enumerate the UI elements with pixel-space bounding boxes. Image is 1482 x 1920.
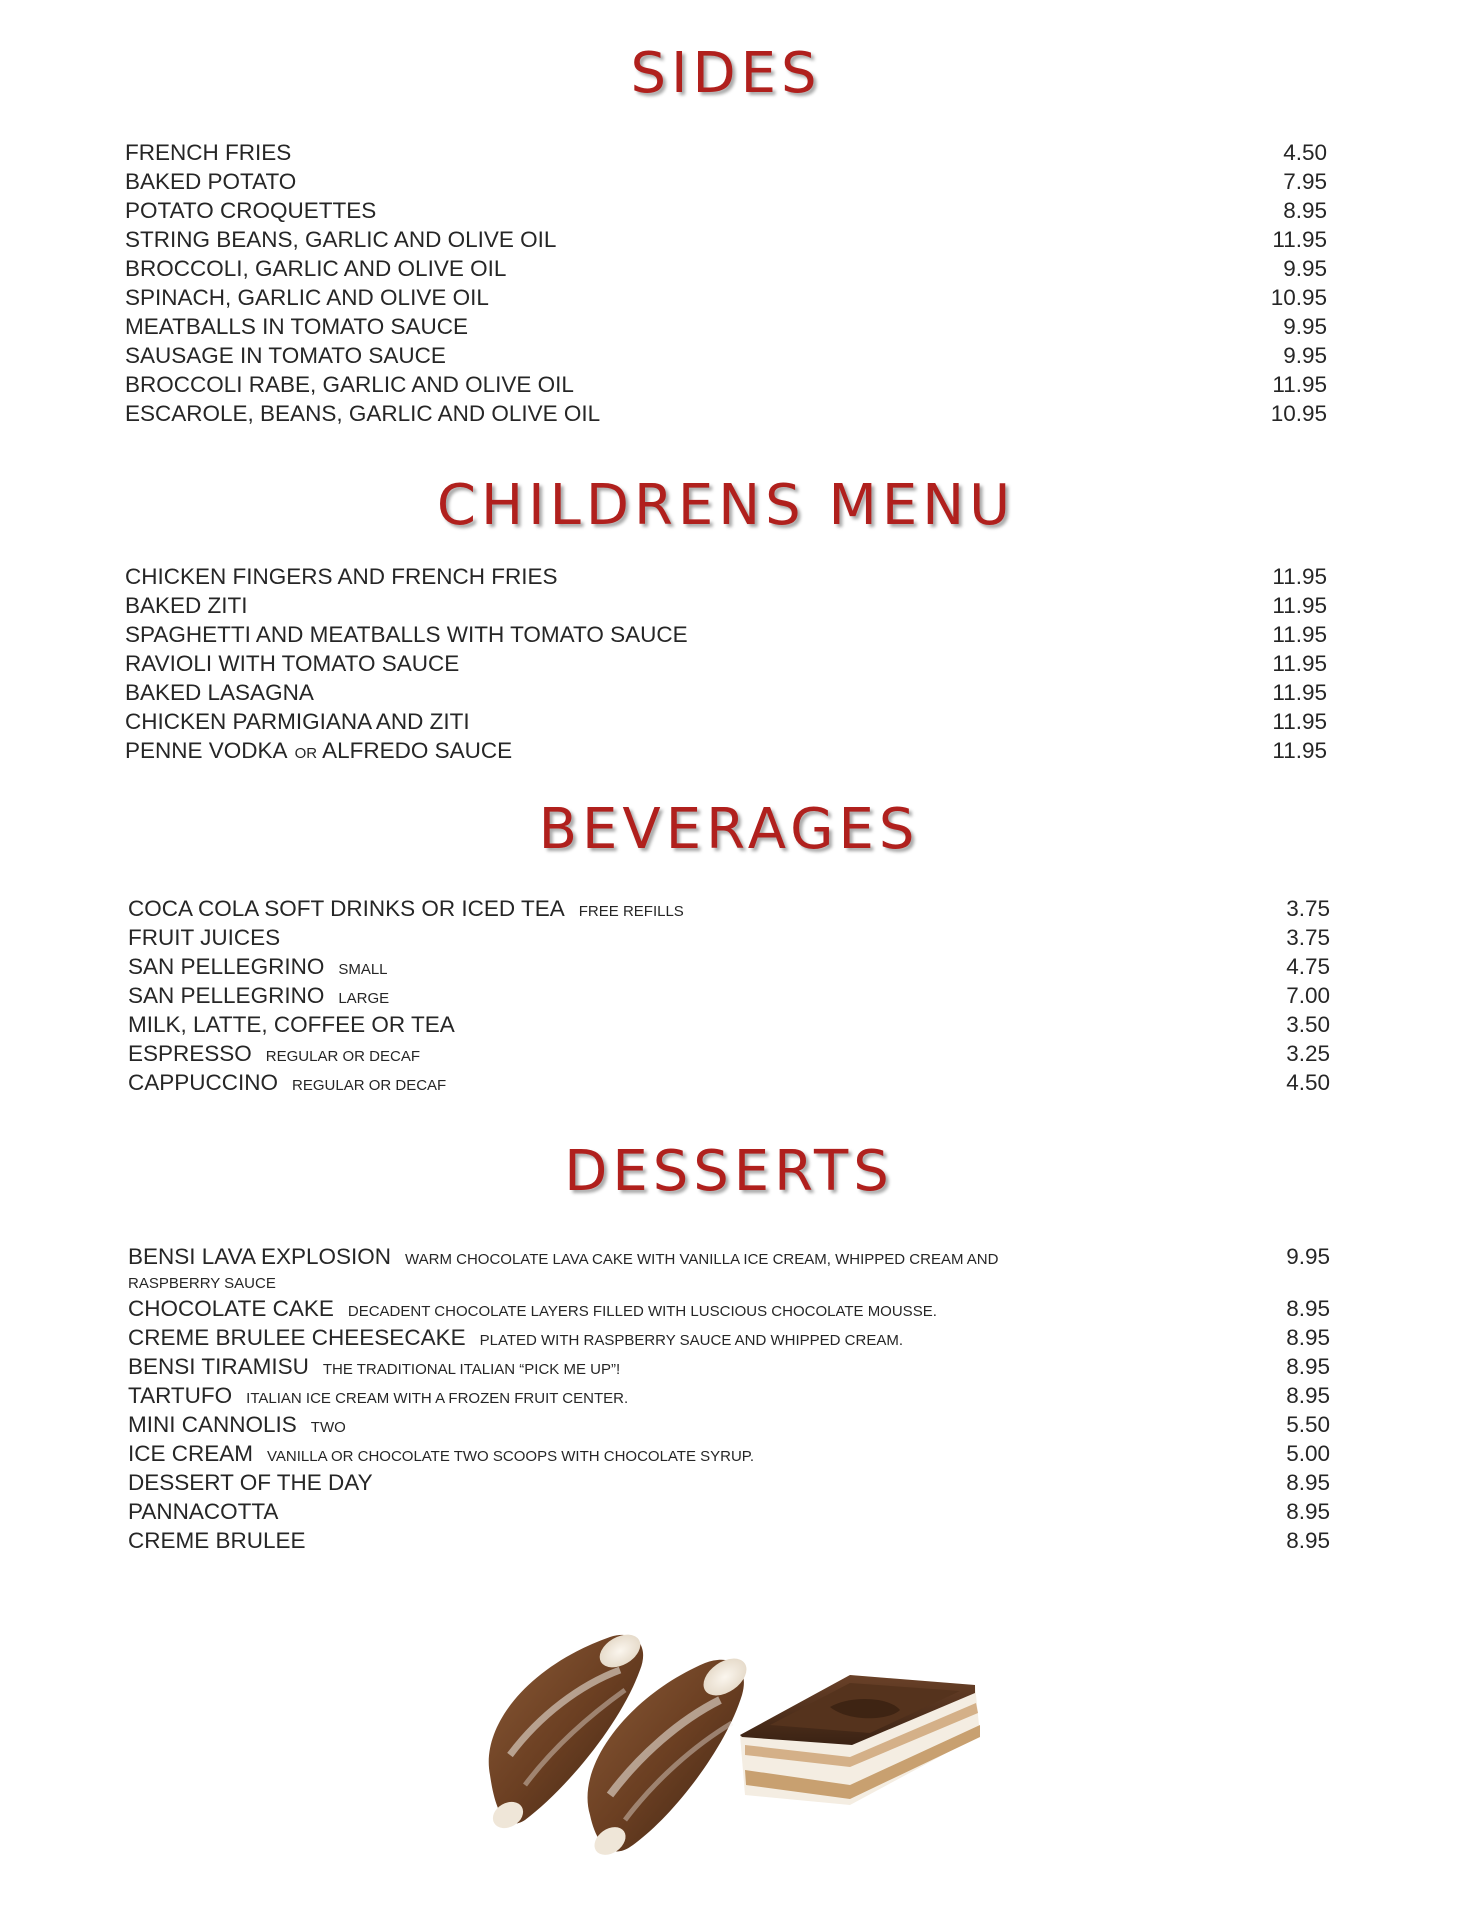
menu-item xyxy=(125,649,1327,678)
item-name-text: SAN PELLEGRINO xyxy=(128,983,325,1008)
menu-item xyxy=(125,196,1327,225)
item-name xyxy=(125,736,512,768)
sides-heading: SIDES xyxy=(630,41,822,106)
cannoli-tiramisu-illustration xyxy=(470,1615,1000,1865)
item-price: 3.75 xyxy=(1286,925,1330,950)
desserts-section xyxy=(128,1140,1330,1555)
item-name xyxy=(128,1039,420,1071)
menu-item xyxy=(128,952,1330,981)
item-price: 9.95 xyxy=(1286,1244,1330,1269)
item-name-part: ALFREDO SAUCE xyxy=(322,738,513,763)
item-price: 11.95 xyxy=(1272,564,1327,589)
childrens-heading: CHILDRENS MENU xyxy=(436,473,1016,538)
item-desc: TWO xyxy=(310,1419,346,1436)
item-name-text: CHOCOLATE CAKE xyxy=(128,1296,334,1321)
item-name: BROCCOLI RABE, GARLIC AND OLIVE OIL xyxy=(125,372,574,397)
item-name: MEATBALLS IN TOMATO SAUCE xyxy=(125,314,469,339)
item-name-text: TARTUFO xyxy=(128,1383,233,1408)
item-name: BAKED LASAGNA xyxy=(125,680,314,705)
item-desc: DECADENT CHOCOLATE LAYERS FILLED WITH LUSCIOUS CHOCOLATE MOUSSE. xyxy=(347,1303,937,1320)
menu-item xyxy=(128,1294,1330,1323)
item-desc: REGULAR OR DECAF xyxy=(265,1048,420,1065)
item-name: CREME BRULEE xyxy=(128,1528,306,1553)
item-price: 11.95 xyxy=(1272,227,1327,252)
item-price: 3.50 xyxy=(1286,1012,1330,1037)
item-name-text: ESPRESSO xyxy=(128,1041,252,1066)
item-price: 4.75 xyxy=(1286,954,1330,979)
item-name-text: CREME BRULEE CHEESECAKE xyxy=(128,1325,466,1350)
menu-item xyxy=(125,591,1327,620)
item-name-text: ICE CREAM xyxy=(128,1441,254,1466)
sides-list xyxy=(125,138,1327,428)
item-price: 4.50 xyxy=(1286,1070,1330,1095)
item-desc: REGULAR OR DECAF xyxy=(292,1077,447,1094)
item-name: DESSERT OF THE DAY xyxy=(128,1470,373,1495)
menu-item xyxy=(125,254,1327,283)
beverages-heading: BEVERAGES xyxy=(538,797,920,862)
menu-item xyxy=(125,283,1327,312)
desserts-heading: DESSERTS xyxy=(564,1139,894,1204)
item-name xyxy=(128,1323,903,1355)
item-name: CHICKEN PARMIGIANA AND ZITI xyxy=(125,709,470,734)
item-price: 7.00 xyxy=(1286,983,1330,1008)
menu-item xyxy=(128,1039,1330,1068)
item-name-text: BENSI TIRAMISU xyxy=(128,1354,309,1379)
item-name xyxy=(128,1410,346,1442)
item-desc: THE TRADITIONAL ITALIAN “PICK ME UP”! xyxy=(322,1361,621,1378)
item-price: 8.95 xyxy=(1286,1499,1330,1524)
item-name-text: CAPPUCCINO xyxy=(128,1070,279,1095)
item-price: 8.95 xyxy=(1283,198,1327,223)
item-price: 11.95 xyxy=(1272,593,1327,618)
item-desc-cont: RASPBERRY SAUCE xyxy=(128,1275,276,1292)
item-price: 3.25 xyxy=(1286,1041,1330,1066)
item-price: 8.95 xyxy=(1286,1296,1330,1321)
childrens-list xyxy=(125,562,1327,765)
item-name: MILK, LATTE, COFFEE OR TEA xyxy=(128,1012,455,1037)
item-name: BROCCOLI, GARLIC AND OLIVE OIL xyxy=(125,256,507,281)
item-price: 11.95 xyxy=(1272,680,1327,705)
item-name: FRUIT JUICES xyxy=(128,925,281,950)
menu-item xyxy=(125,620,1327,649)
item-name: SAUSAGE IN TOMATO SAUCE xyxy=(125,343,446,368)
sides-section xyxy=(125,42,1327,428)
item-name: BAKED ZITI xyxy=(125,593,248,618)
item-name xyxy=(128,1381,628,1413)
item-price: 9.95 xyxy=(1283,256,1327,281)
beverages-list xyxy=(128,894,1330,1097)
item-price: 8.95 xyxy=(1286,1470,1330,1495)
item-price: 10.95 xyxy=(1270,285,1327,310)
menu-item xyxy=(128,1068,1330,1097)
item-price: 7.95 xyxy=(1283,169,1327,194)
item-name xyxy=(128,981,389,1013)
menu-item xyxy=(128,1352,1330,1381)
item-name xyxy=(128,1242,1088,1294)
item-name xyxy=(128,1352,620,1384)
menu-item xyxy=(128,1468,1330,1497)
item-price: 11.95 xyxy=(1272,651,1327,676)
item-name: POTATO CROQUETTES xyxy=(125,198,377,223)
item-desc: SMALL xyxy=(338,961,388,978)
menu-item xyxy=(125,225,1327,254)
item-desc: PLATED WITH RASPBERRY SAUCE AND WHIPPED CREAM. xyxy=(479,1332,904,1349)
item-price: 9.95 xyxy=(1283,314,1327,339)
item-name: STRING BEANS, GARLIC AND OLIVE OIL xyxy=(125,227,557,252)
item-name: RAVIOLI WITH TOMATO SAUCE xyxy=(125,651,460,676)
item-desc: LARGE xyxy=(338,990,390,1007)
item-price: 8.95 xyxy=(1286,1383,1330,1408)
menu-item xyxy=(125,138,1327,167)
item-connector: OR xyxy=(294,745,318,762)
menu-item xyxy=(128,1010,1330,1039)
item-name: CHICKEN FINGERS AND FRENCH FRIES xyxy=(125,564,558,589)
item-name xyxy=(128,1294,937,1326)
item-desc: FREE REFILLS xyxy=(578,903,684,920)
item-price: 4.50 xyxy=(1283,140,1327,165)
item-name: ESCAROLE, BEANS, GARLIC AND OLIVE OIL xyxy=(125,401,601,426)
menu-item xyxy=(125,736,1327,765)
item-name xyxy=(128,1439,754,1471)
menu-item xyxy=(125,312,1327,341)
menu-item xyxy=(125,399,1327,428)
item-price: 9.95 xyxy=(1283,343,1327,368)
menu-item xyxy=(125,370,1327,399)
menu-item xyxy=(128,1323,1330,1352)
beverages-section xyxy=(128,798,1330,1097)
item-name: BAKED POTATO xyxy=(125,169,297,194)
menu-item xyxy=(128,1526,1330,1555)
item-name xyxy=(128,894,684,926)
menu-item xyxy=(128,1497,1330,1526)
item-name: SPINACH, GARLIC AND OLIVE OIL xyxy=(125,285,489,310)
menu-item xyxy=(128,1242,1330,1294)
item-name-part: PENNE VODKA xyxy=(125,738,287,763)
item-price: 5.00 xyxy=(1286,1441,1330,1466)
childrens-section xyxy=(125,474,1327,765)
menu-item xyxy=(125,678,1327,707)
menu-item xyxy=(128,1439,1330,1468)
menu-item xyxy=(128,894,1330,923)
menu-item xyxy=(128,923,1330,952)
item-price: 5.50 xyxy=(1286,1412,1330,1437)
menu-item xyxy=(125,341,1327,370)
menu-item xyxy=(128,1410,1330,1439)
menu-item xyxy=(125,707,1327,736)
item-desc: ITALIAN ICE CREAM WITH A FROZEN FRUIT CENTER. xyxy=(246,1390,629,1407)
menu-item xyxy=(125,562,1327,591)
item-desc: VANILLA OR CHOCOLATE TWO SCOOPS WITH CHOCOLATE SYRUP. xyxy=(267,1448,755,1465)
item-name: PANNACOTTA xyxy=(128,1499,279,1524)
item-name-text: SAN PELLEGRINO xyxy=(128,954,325,979)
item-price: 8.95 xyxy=(1286,1354,1330,1379)
item-name-text: MINI CANNOLIS xyxy=(128,1412,297,1437)
item-price: 11.95 xyxy=(1272,709,1327,734)
item-name-text: BENSI LAVA EXPLOSION xyxy=(128,1244,392,1269)
item-name xyxy=(128,1068,446,1100)
item-desc: WARM CHOCOLATE LAVA CAKE WITH VANILLA ICE CREAM, WHIPPED CREAM AND xyxy=(405,1251,999,1268)
item-price: 11.95 xyxy=(1272,622,1327,647)
item-price: 11.95 xyxy=(1272,738,1327,763)
item-name: SPAGHETTI AND MEATBALLS WITH TOMATO SAUCE xyxy=(125,622,688,647)
item-name-text: COCA COLA SOFT DRINKS OR ICED TEA xyxy=(128,896,565,921)
item-price: 8.95 xyxy=(1286,1325,1330,1350)
menu-item xyxy=(128,1381,1330,1410)
item-price: 11.95 xyxy=(1272,372,1327,397)
item-name: FRENCH FRIES xyxy=(125,140,292,165)
menu-item xyxy=(125,167,1327,196)
tiramisu-icon xyxy=(740,1675,980,1805)
desserts-list xyxy=(128,1242,1330,1555)
item-price: 3.75 xyxy=(1286,896,1330,921)
item-name xyxy=(128,952,388,984)
item-price: 10.95 xyxy=(1270,401,1327,426)
item-price: 8.95 xyxy=(1286,1528,1330,1553)
menu-item xyxy=(128,981,1330,1010)
